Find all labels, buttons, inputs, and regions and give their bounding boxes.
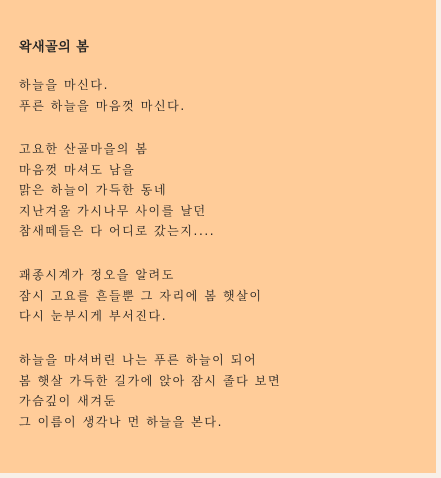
poem-line: 지난겨울 가시나무 사이를 날던 [19,203,207,218]
poem-line: 잠시 고요를 흔들뿐 그 자리에 봄 햇살이 [19,288,263,303]
poem-line: 괘종시계가 정오을 알려도 [19,268,175,282]
poem-line: 고요한 산골마을의 봄 [19,142,149,156]
poem-line: 그 이름이 생각나 먼 하늘을 본다. [19,414,223,429]
poem-line: 하늘을 마신다. [19,78,109,92]
poem-line: 봄 햇살 가득한 길가에 앉아 잠시 졸다 보면 [19,373,282,388]
stanza-3 [19,265,263,327]
poem-line: 참새떼들은 다 어디로 갔는지.... [19,224,216,238]
poem-line: 가슴깊이 새겨둔 [19,394,117,408]
stanza-2 [19,139,215,242]
poem-line: 마음껏 마셔도 남을 [19,162,136,177]
stanza-4 [19,350,281,432]
poem-line: 다시 눈부시게 부서진다. [19,309,168,323]
poem-title: 왁새골의 봄 [19,40,90,55]
stanza-1 [19,75,186,116]
poem-line: 하늘을 마셔버린 나는 푸른 하늘이 되어 [19,353,258,367]
poem-line: 푸른 하늘을 마음껏 마신다. [19,98,186,113]
poem-line: 맑은 하늘이 가득한 동네 [19,183,168,197]
